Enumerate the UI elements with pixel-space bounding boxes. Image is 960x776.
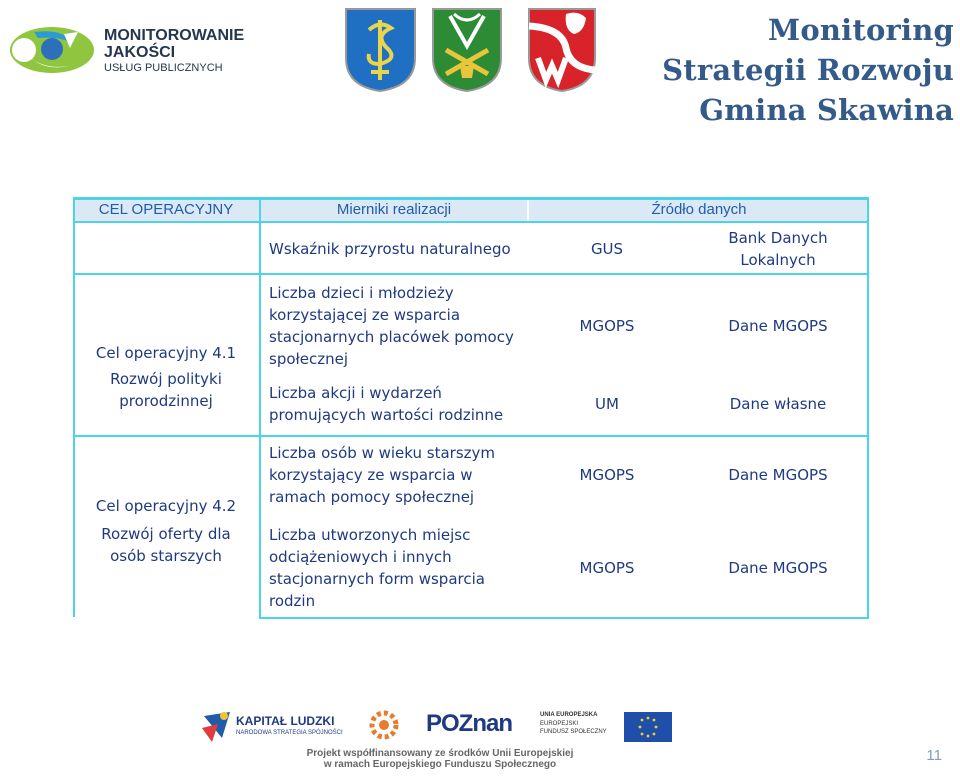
goal-4-1-label: Cel operacyjny 4.1 bbox=[95, 344, 237, 362]
header-mierniki: Mierniki realizacji bbox=[261, 197, 527, 221]
border-top bbox=[73, 197, 869, 200]
header-zrodlo: Źródło danych bbox=[529, 197, 869, 221]
row-5-detail: Dane MGOPS bbox=[728, 559, 828, 577]
kapital-ludzki-icon bbox=[200, 708, 234, 744]
row-3-source: UM bbox=[595, 395, 619, 413]
mjup-logo-icon bbox=[4, 22, 104, 78]
row-3-metric: Liczba akcji i wydarzeń promujących wartości rodzinne bbox=[269, 384, 504, 424]
logo-line-3: USŁUG PUBLICZNYCH bbox=[104, 62, 223, 74]
ue-line-1: UNIA EUROPEJSKA bbox=[540, 712, 598, 718]
page-number: 11 bbox=[926, 747, 942, 764]
logo-line-1: MONITOROWANIE bbox=[104, 27, 245, 44]
footer-text-line-2: w ramach Europejskiego Funduszu Społecznego bbox=[323, 759, 557, 770]
border-header bbox=[73, 221, 869, 223]
goal-4-2-label: Cel operacyjny 4.2 bbox=[95, 497, 237, 515]
row-1-detail: Bank Danych Lokalnych bbox=[728, 229, 828, 269]
kapital-ludzki-text: KAPITAŁ LUDZKI bbox=[236, 714, 335, 728]
poznan-logo: POZnan bbox=[426, 710, 513, 737]
title-line-2: Strategii Rozwoju bbox=[662, 53, 954, 87]
eu-flag-icon bbox=[624, 712, 672, 742]
ue-line-2: EUROPEJSKI bbox=[540, 721, 579, 727]
border-right bbox=[867, 197, 869, 619]
red-crest-icon bbox=[526, 6, 598, 93]
row-5-metric: Liczba utworzonych miejsc odciążeniowych i innych stacjonarnych form wsparcia rodzin bbox=[269, 526, 485, 610]
title-line-1: Monitoring bbox=[768, 13, 954, 47]
row-1-metric: Wskaźnik przyrostu naturalnego bbox=[269, 240, 511, 258]
goal-4-1 bbox=[73, 275, 259, 467]
green-crest-icon bbox=[430, 6, 504, 93]
goal-4-2 bbox=[73, 477, 259, 581]
row-4-source: MGOPS bbox=[579, 466, 635, 484]
title-line-3: Gmina Skawina bbox=[699, 93, 954, 127]
footer-text-line-1: Projekt współfinansowany ze środków Unii Europejskiej bbox=[306, 748, 574, 759]
logo-line-2: JAKOŚCI bbox=[104, 44, 176, 61]
border-left bbox=[73, 197, 75, 617]
goal-4-2-name: Rozwój oferty dla osób starszych bbox=[101, 525, 231, 565]
mjup-logo bbox=[4, 22, 259, 78]
row-1-source: GUS bbox=[590, 240, 624, 258]
row-5-source: MGOPS bbox=[579, 559, 635, 577]
monitoring-table bbox=[73, 197, 869, 619]
footer-logos bbox=[200, 706, 680, 746]
border-row-1 bbox=[73, 273, 869, 275]
kapital-ludzki-sub: NARODOWA STRATEGIA SPÓJNOŚCI bbox=[236, 730, 343, 736]
skawina-crest-icon bbox=[343, 6, 418, 93]
row-2-metric: Liczba dzieci i młodzieży korzystającej ze wsparcia stacjonarnych placówek pomocy społecznej bbox=[269, 284, 514, 368]
row-3-detail: Dane własne bbox=[729, 395, 827, 413]
header-cel-operacyjny: CEL OPERACYJNY bbox=[73, 197, 259, 221]
gear-logo-icon bbox=[366, 710, 402, 740]
ue-line-3: FUNDUSZ SPOŁECZNY bbox=[540, 729, 607, 735]
row-4-detail: Dane MGOPS bbox=[728, 466, 828, 484]
row-2-detail: Dane MGOPS bbox=[728, 317, 828, 335]
page-title bbox=[662, 10, 954, 130]
border-col-1 bbox=[259, 197, 261, 619]
border-bottom bbox=[259, 617, 869, 619]
goal-4-1-name: Rozwój polityki prorodzinnej bbox=[110, 370, 222, 410]
footer-cofinancing-text bbox=[300, 748, 580, 770]
border-row-3 bbox=[73, 435, 869, 437]
row-4-metric: Liczba osób w wieku starszym korzystający ze wsparcia w ramach pomocy społecznej bbox=[269, 444, 496, 506]
row-2-source: MGOPS bbox=[579, 317, 635, 335]
